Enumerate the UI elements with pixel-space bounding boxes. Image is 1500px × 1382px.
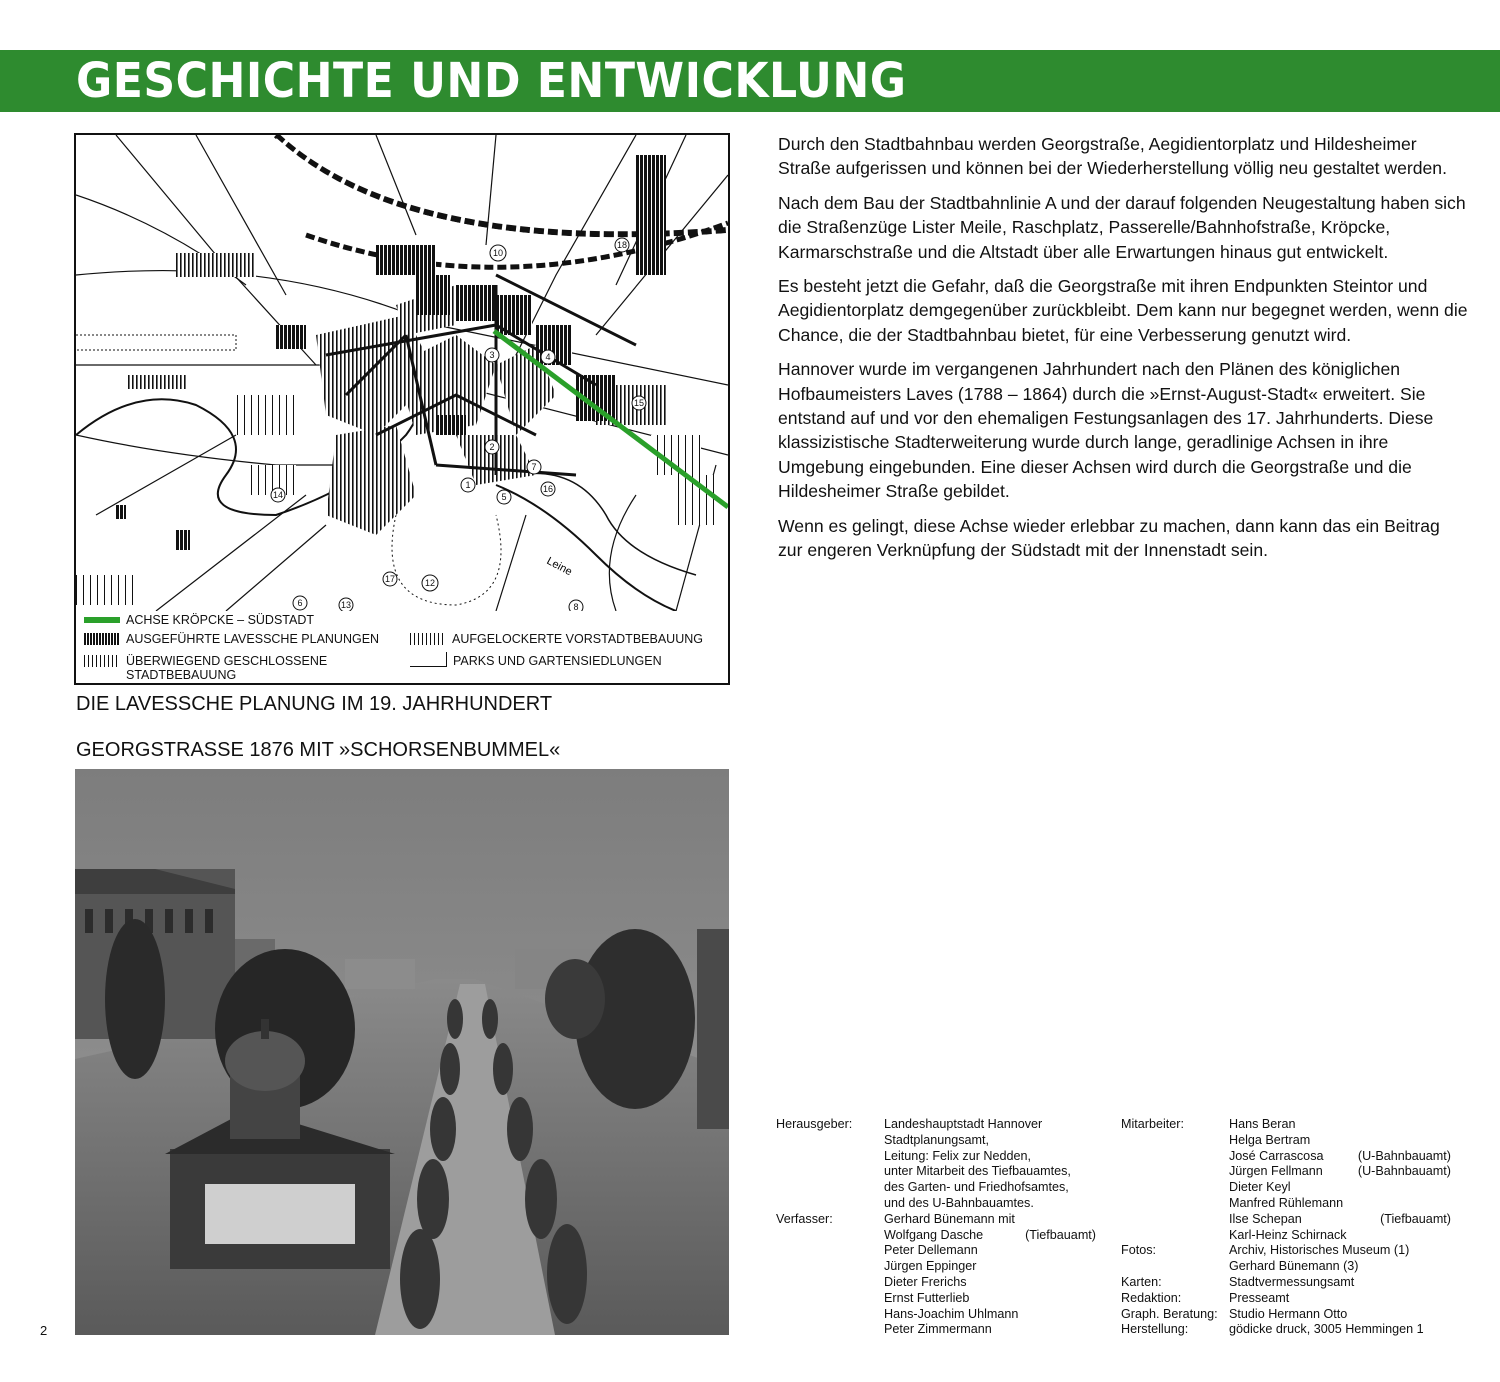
map-legend	[76, 611, 728, 685]
svg-text:6: 6	[297, 598, 303, 608]
svg-text:4: 4	[545, 352, 551, 362]
imprint-value: des Garten- und Friedhofsamtes,	[884, 1180, 1069, 1195]
svg-text:3: 3	[489, 350, 495, 360]
imprint-note: (U-Bahnbauamt)	[1357, 1148, 1451, 1163]
imprint-label: Mitarbeiter:	[1121, 1117, 1184, 1131]
legend-label: AUSGEFÜHRTE LAVESSCHE PLANUNGEN	[126, 632, 380, 646]
imprint-row	[776, 1117, 1096, 1212]
imprint-label: Herausgeber:	[776, 1117, 853, 1131]
imprint-value: Archiv, Historisches Museum (1)	[1229, 1243, 1410, 1258]
imprint-value: Helga Bertram	[1229, 1132, 1311, 1147]
imprint-value: Leitung: Felix zur Nedden,	[884, 1148, 1032, 1163]
imprint-label: Graph. Beratung:	[1121, 1306, 1218, 1321]
paragraph: Hannover wurde im vergangenen Jahrhundert nach den Plänen des königlichen Hofbaumeisters Laves (1788 – 1864) durch die »Ernst-August-Stadt« erweitert. Sie entstand auf und vor den ehemaligen Festungsanlagen des 17. Jahrhunderts. Diese klassizistische Stadterweiterung wurde durch lange, geradlinige Achsen in ihre Umgebung eingebunden. Eine dieser Achsen wird durch die Georgstraße und die Hildesheimer Straße gebildet.	[778, 359, 1434, 502]
imprint-values	[1229, 1117, 1451, 1243]
map-marker	[541, 350, 555, 364]
imprint-right	[1121, 1117, 1451, 1338]
imprint-row	[1121, 1322, 1451, 1338]
svg-text:8: 8	[573, 602, 579, 611]
imprint-row	[776, 1212, 1096, 1338]
map-marker	[569, 600, 583, 611]
svg-text:14: 14	[272, 490, 284, 500]
imprint-value: Jürgen Eppinger	[884, 1259, 977, 1274]
imprint-values	[1229, 1307, 1451, 1323]
legend-swatch-sparse-hatch	[410, 633, 446, 645]
body-text	[778, 132, 1468, 573]
map-marker	[422, 575, 438, 591]
imprint-note: (Tiefbauamt)	[1025, 1227, 1096, 1242]
imprint-row	[1121, 1275, 1451, 1291]
imprint-label: Fotos:	[1121, 1243, 1156, 1258]
svg-text:18: 18	[616, 240, 628, 250]
imprint-left	[776, 1117, 1096, 1338]
legend-label: ÜBERWIEGEND GESCHLOSSENE STADTBEBAUUNG	[126, 654, 328, 682]
imprint-value: Gerhard Bünemann mit	[884, 1211, 1015, 1226]
river-label: Leine	[544, 555, 574, 579]
imprint-values	[884, 1212, 1096, 1338]
imprint-value: Wolfgang Dasche (Tiefbauamt)	[884, 1227, 1096, 1242]
legend-item-axis	[84, 613, 314, 627]
map-marker	[490, 245, 506, 261]
imprint-row	[1121, 1307, 1451, 1323]
svg-text:10: 10	[492, 248, 504, 258]
svg-text:2: 2	[489, 442, 495, 452]
imprint-values	[1229, 1322, 1451, 1338]
imprint-values	[1229, 1243, 1451, 1275]
imprint-value: José Carrascosa (U-Bahnbauamt)	[1229, 1148, 1451, 1163]
imprint-value: Manfred Rühlemann	[1229, 1195, 1344, 1210]
map-marker	[271, 488, 285, 502]
legend-item-laves	[84, 632, 379, 646]
map-marker	[339, 598, 353, 611]
imprint-row	[1121, 1117, 1451, 1243]
page-title: GESCHICHTE UND ENTWICKLUNG	[76, 53, 907, 109]
imprint-value: Jürgen Fellmann (U-Bahnbauamt)	[1229, 1164, 1451, 1179]
svg-text:7: 7	[531, 462, 537, 472]
imprint-value: Hans-Joachim Uhlmann	[884, 1306, 1019, 1321]
legend-swatch-green-line	[84, 617, 120, 623]
imprint-label: Redaktion:	[1121, 1290, 1182, 1305]
imprint-value: gödicke druck, 3005 Hemmingen 1	[1229, 1322, 1424, 1337]
map-marker	[383, 572, 397, 586]
imprint-value: Hans Beran	[1229, 1117, 1296, 1131]
legend-swatch-blank	[410, 652, 447, 667]
imprint-label: Verfasser:	[776, 1211, 833, 1226]
legend-label: PARKS UND GARTENSIEDLUNGEN	[453, 654, 662, 668]
imprint-value: Peter Dellemann	[884, 1243, 978, 1258]
legend-label: AUFGELOCKERTE VORSTADTBEBAUUNG	[452, 632, 703, 646]
photo-illustration	[75, 769, 729, 1335]
svg-text:17: 17	[384, 574, 396, 584]
city-map-drawing	[76, 135, 728, 611]
svg-text:16: 16	[542, 484, 554, 494]
imprint-label: Herstellung:	[1121, 1322, 1189, 1337]
imprint-values	[1229, 1291, 1451, 1307]
paragraph: Es besteht jetzt die Gefahr, daß die Georgstraße mit ihren Endpunkten Steintor und Aegidientorplatz demgegenüber zurückbleibt. Dem kann nur begegnet werden, wenn die Chance, die der Stadtbahnbau bietet, für eine Verbesserung genutzt wird.	[778, 276, 1468, 345]
lavesplan-map	[74, 133, 730, 685]
svg-text:12: 12	[424, 578, 436, 588]
imprint-value: Gerhard Bünemann (3)	[1229, 1259, 1359, 1274]
map-marker	[632, 396, 646, 410]
map-marker	[615, 238, 629, 252]
paragraph: Wenn es gelingt, diese Achse wieder erlebbar zu machen, dann kann das ein Beitrag zur engeren Verknüpfung der Südstadt mit der Innenstadt sein.	[778, 515, 1440, 561]
imprint-value: Dieter Keyl	[1229, 1180, 1291, 1195]
imprint-label: Karten:	[1121, 1274, 1162, 1289]
imprint-value: Presseamt	[1229, 1290, 1290, 1305]
map-marker	[541, 482, 555, 496]
legend-item-suburb	[410, 632, 703, 646]
imprint-note: (Tiefbauamt)	[1380, 1211, 1451, 1226]
imprint-value: Stadtvermessungsamt	[1229, 1274, 1355, 1289]
map-marker	[485, 348, 499, 362]
paragraph: Nach dem Bau der Stadtbahnlinie A und der darauf folgenden Neugestaltung haben sich die Straßenzüge Lister Meile, Raschplatz, Passerelle/Bahnhofstraße, Kröpcke, Karmarschstraße und die Altstadt über alle Erwartungen hinaus gut entwickelt.	[778, 192, 1466, 262]
imprint-row	[1121, 1243, 1451, 1275]
legend-label: ACHSE KRÖPCKE – SÜDSTADT	[126, 613, 315, 627]
imprint-value: unter Mitarbeit des Tiefbauamtes,	[884, 1164, 1071, 1179]
imprint-values	[884, 1117, 1096, 1212]
imprint-value: Stadtplanungsamt,	[884, 1132, 990, 1147]
svg-text:15: 15	[633, 398, 645, 408]
map-caption: DIE LAVESSCHE PLANUNG IM 19. JAHRHUNDERT	[76, 693, 553, 715]
imprint-value: Ilse Schepan (Tiefbauamt)	[1229, 1211, 1451, 1226]
imprint-value: Dieter Frerichs	[884, 1274, 967, 1289]
imprint-value: und des U-Bahnbauamtes.	[884, 1195, 1034, 1210]
page-number: 2	[40, 1323, 48, 1338]
map-marker	[461, 478, 475, 492]
map-marker	[293, 596, 307, 610]
legend-swatch-vertical-hatch	[84, 655, 120, 667]
legend-item-closed	[84, 654, 384, 682]
legend-swatch-dense-hatch	[84, 633, 120, 645]
paragraph: Durch den Stadtbahnbau werden Georgstraße, Aegidientorplatz und Hildesheimer Straße aufgerissen und können bei der Wiederherstellung völlig neu gestaltet werden.	[778, 134, 1447, 179]
imprint-values	[1229, 1275, 1451, 1291]
photo-caption: GEORGSTRASSE 1876 MIT »SCHORSENBUMMEL«	[76, 739, 561, 761]
svg-text:1: 1	[465, 480, 471, 490]
map-marker	[527, 460, 541, 474]
imprint-value: Landeshauptstadt Hannover	[884, 1117, 1043, 1131]
historic-photo	[75, 769, 729, 1335]
imprint-value: Karl-Heinz Schirnack	[1229, 1227, 1347, 1242]
imprint-value: Studio Hermann Otto	[1229, 1306, 1348, 1321]
imprint-value: Ernst Futterlieb	[884, 1290, 970, 1305]
legend-item-parks	[410, 654, 662, 668]
svg-text:13: 13	[340, 600, 352, 610]
imprint-note: (U-Bahnbauamt)	[1357, 1164, 1451, 1179]
map-marker	[485, 440, 499, 454]
svg-text:5: 5	[501, 492, 507, 502]
header-banner	[0, 50, 1500, 112]
map-marker	[497, 490, 511, 504]
imprint-value: Peter Zimmermann	[884, 1322, 992, 1337]
imprint-row	[1121, 1291, 1451, 1307]
